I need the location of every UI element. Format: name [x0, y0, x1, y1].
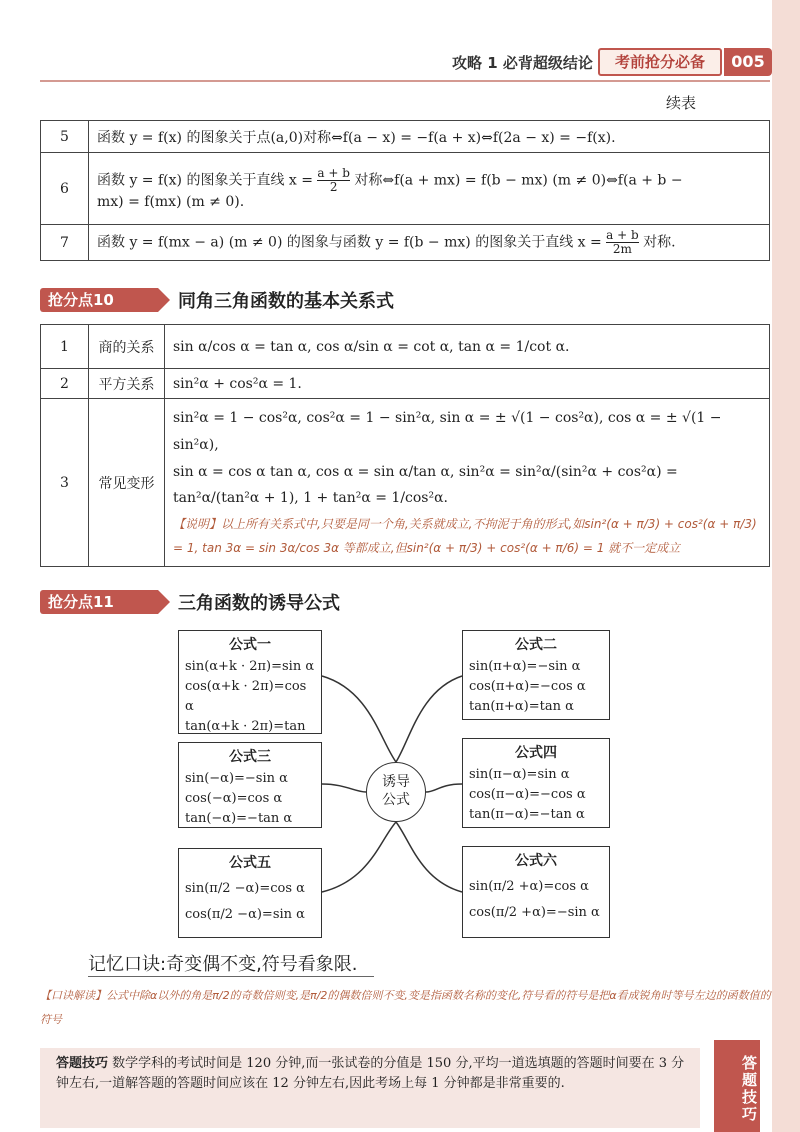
formula-line: cos(−α)=cos α: [185, 790, 283, 806]
box-title: 公式六: [515, 853, 557, 869]
formula-box-5: [178, 848, 322, 938]
formula-line: tan(π−α)=−tan α: [469, 806, 585, 822]
formula-text: 函数 y = f(x) 的图象关于直线 x =: [97, 172, 318, 189]
fraction-numerator: a + b: [606, 228, 639, 242]
formula-text: 对称⇔f(a + mx) = f(b − mx) (m ≠ 0)⇔f(a + b −: [349, 172, 683, 189]
formula-line: cos(π/2 −α)=sin α: [185, 906, 305, 922]
row-content: sin α/cos α = tan α, cos α/sin α = cot α, tan α = 1/cot α.: [165, 325, 770, 369]
formula-line: sin(π+α)=−sin α: [469, 658, 581, 674]
center-node: [366, 762, 426, 822]
center-label: 诱导: [382, 774, 410, 790]
row-content: 函数 y = f(x) 的图象关于点(a,0)对称⇔f(a − x) = −f(a + x)⇔f(2a − x) = −f(x).: [89, 121, 770, 153]
formula-line: sin(π−α)=sin α: [469, 766, 570, 782]
formula-line: sin²α = 1 − cos²α, cos²α = 1 − sin²α, sin α = ± √(1 − cos²α), cos α = ± √(1 − sin²α),: [173, 410, 722, 453]
fraction-denominator: 2: [317, 180, 350, 194]
connector-line: [396, 676, 462, 762]
row-number: 7: [41, 225, 89, 261]
formula-line: sin(π/2 +α)=cos α: [469, 878, 589, 894]
row-number: 1: [41, 325, 89, 369]
formula-line: cos(π/2 +α)=−sin α: [469, 904, 600, 920]
formula-line: cos(π+α)=−cos α: [469, 678, 586, 694]
section-title: 三角函数的诱导公式: [178, 593, 340, 614]
formula-line: tan(−α)=−tan α: [185, 810, 293, 826]
formula-line: cos(α+k · 2π)=cos α: [185, 678, 307, 714]
formula-line: sin(α+k · 2π)=sin α: [185, 658, 315, 674]
formula-line: cos(π−α)=−cos α: [469, 786, 586, 802]
formula-text: mx) = f(mx) (m ≠ 0).: [97, 194, 245, 211]
chapter-title: 攻略 1 必背超级结论: [452, 54, 593, 72]
mnemonic-text: 记忆口诀:奇变偶不变,符号看象限.: [88, 954, 358, 975]
center-label: 公式: [382, 792, 410, 809]
row-number: 6: [41, 153, 89, 225]
tips-text: 数学学科的考试时间是 120 分钟,而一张试卷的分值是 150 分,平均一道选填题的答题时间要在 3 分钟左右,一道解答题的答题时间应该在 12 分钟左右,因此考场上每 1 分钟都是非常重要的.: [56, 1056, 685, 1092]
fraction-numerator: a + b: [317, 165, 350, 180]
row-content: sin²α + cos²α = 1.: [165, 369, 770, 399]
formula-line: sin(π/2 −α)=cos α: [185, 880, 305, 896]
formula-line: tan(π+α)=tan α: [469, 698, 574, 714]
formula-box-1: [178, 630, 322, 734]
mnemonic-underline: [88, 976, 374, 977]
connector-line: [396, 822, 462, 892]
formula-box-3: [178, 742, 322, 828]
box-title: 公式四: [515, 745, 557, 761]
handwritten-note: 【说明】以上所有关系式中,只要是同一个角,关系就成立,不拘泥于角的形式,如sin²(α + π/3) + cos²(α + π/3) = 1, tan 3α = sin 3α/cos 3α 等都成立,但sin²(α + π/3) + cos²(α + π/6) = 1 就不一定成立: [173, 516, 757, 555]
row-number: 5: [41, 121, 89, 153]
box-title: 公式五: [229, 855, 271, 871]
formula-line: sin α = cos α tan α, cos α = sin α/tan α, sin²α = sin²α/(sin²α + cos²α) = tan²α/(tan²α + 1), 1 + tan²α = 1/cos²α.: [173, 463, 678, 507]
formula-box-6: [462, 846, 610, 938]
continued-label: 续表: [666, 94, 697, 112]
formula-line: sin(−α)=−sin α: [185, 770, 288, 786]
formula-box-4: [462, 738, 610, 828]
row-number: 3: [41, 399, 89, 567]
section-title: 同角三角函数的基本关系式: [178, 291, 394, 312]
connector-line: [426, 784, 462, 792]
connector-line: [322, 822, 396, 892]
page-number: 005: [724, 48, 772, 76]
box-title: 公式三: [229, 749, 271, 765]
section-tag: 抢分点11: [40, 590, 158, 614]
formula-text: 函数 y = f(mx − a) (m ≠ 0) 的图象与函数 y = f(b − mx) 的图象关于直线 x =: [97, 234, 607, 251]
formula-box-2: [462, 630, 610, 720]
fraction-denominator: 2m: [606, 242, 639, 256]
formula-text: 对称.: [638, 234, 676, 251]
row-number: 2: [41, 369, 89, 399]
box-title: 公式一: [229, 637, 271, 653]
tips-box: [40, 1048, 700, 1128]
side-tab: 答题技巧: [714, 1040, 760, 1132]
row-label: 常见变形: [89, 399, 165, 567]
section-badge: 考前抢分必备: [598, 48, 722, 76]
connector-line: [322, 676, 396, 762]
tips-label: 答题技巧: [56, 1056, 109, 1071]
row-label: 商的关系: [89, 325, 165, 369]
box-title: 公式二: [515, 637, 557, 653]
connector-line: [322, 784, 366, 792]
handwritten-explanation: 【口诀解读】公式中除α以外的角是π/2的奇数倍则变,是π/2的偶数倍则不变,变是指函数名称的变化,符号看的符号是把α看成锐角时等号左边的函数值的符号: [40, 989, 771, 1027]
formula-line: tan(α+k · 2π)=tan: [185, 719, 306, 735]
section-tag: 抢分点10: [40, 288, 158, 312]
row-label: 平方关系: [89, 369, 165, 399]
